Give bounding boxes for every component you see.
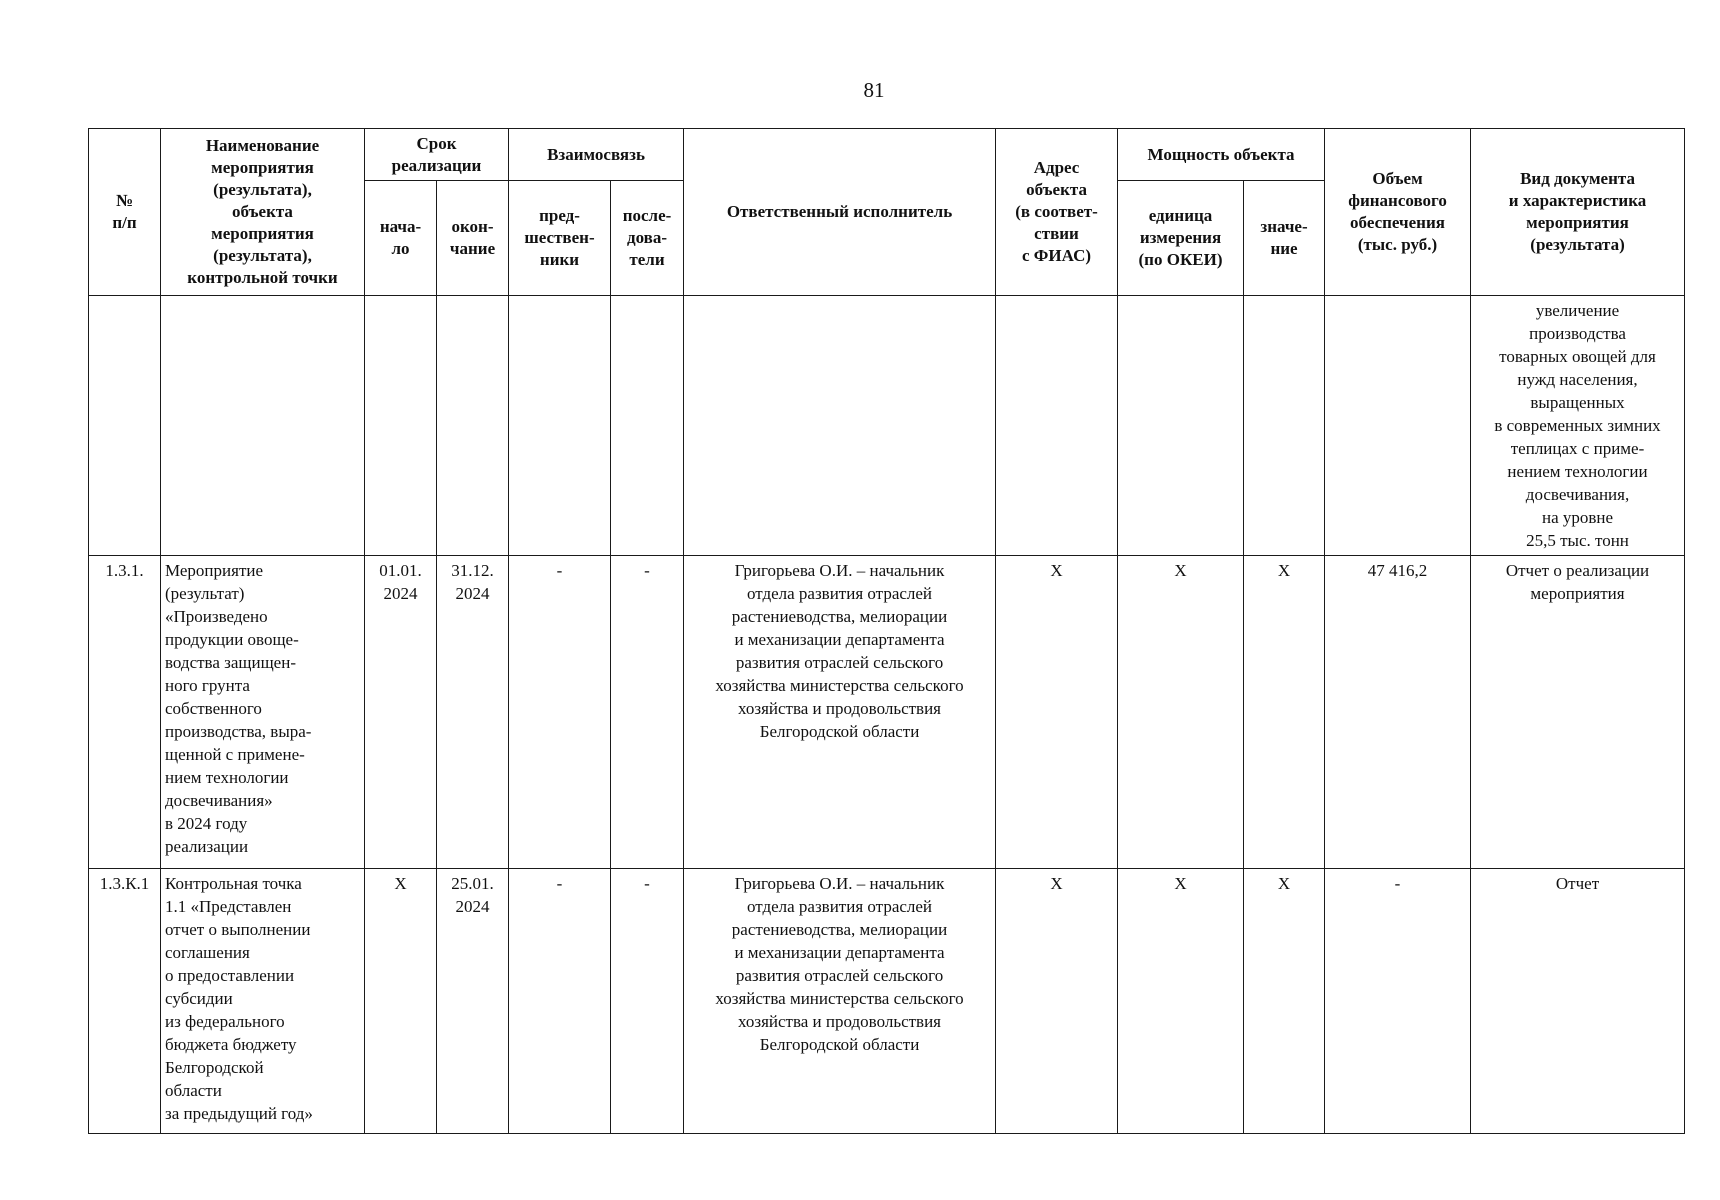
- cell-doc: Отчет о реализации мероприятия: [1471, 556, 1685, 869]
- header-address: Адрес объекта (в соответ- ствии с ФИАС): [996, 129, 1118, 296]
- cell-start: [365, 296, 437, 556]
- cell-address: X: [996, 869, 1118, 1134]
- header-finance: Объем финансового обеспечения (тыс. руб.): [1325, 129, 1471, 296]
- cell-pred: [509, 296, 611, 556]
- cell-next: [611, 296, 684, 556]
- cell-end: 25.01. 2024: [437, 869, 509, 1134]
- cell-unit: X: [1118, 869, 1244, 1134]
- header-term: Срок реализации: [365, 129, 509, 181]
- cell-finance: -: [1325, 869, 1471, 1134]
- cell-name: Мероприятие (результат) «Произведено продукции овоще- водства защищен- ного грунта собственного производства, выра- щенной с примене- нием технологии досвечивания» в 2024 году реализации: [161, 556, 365, 869]
- cell-end: 31.12. 2024: [437, 556, 509, 869]
- cell-num: 1.3.К.1: [89, 869, 161, 1134]
- cell-start: X: [365, 869, 437, 1134]
- header-link-pred: пред- шествен- ники: [509, 181, 611, 296]
- cell-address: [996, 296, 1118, 556]
- table-row: [89, 869, 1685, 1134]
- cell-pred: -: [509, 556, 611, 869]
- cell-pred: -: [509, 869, 611, 1134]
- cell-responsible: Григорьева О.И. – начальник отдела развития отраслей растениеводства, мелиорации и механизации департамента развития отраслей сельского хозяйства министерства сельского хозяйства и продовольствия Белгородской области: [684, 556, 996, 869]
- cell-num: [89, 296, 161, 556]
- cell-start: 01.01. 2024: [365, 556, 437, 869]
- cell-value: X: [1244, 556, 1325, 869]
- cell-num: 1.3.1.: [89, 556, 161, 869]
- cell-responsible: Григорьева О.И. – начальник отдела развития отраслей растениеводства, мелиорации и механизации департамента развития отраслей сельского хозяйства министерства сельского хозяйства и продовольствия Белгородской области: [684, 869, 996, 1134]
- cell-address: X: [996, 556, 1118, 869]
- cell-next: -: [611, 869, 684, 1134]
- header-num: № п/п: [89, 129, 161, 296]
- header-link: Взаимосвязь: [509, 129, 684, 181]
- cell-doc: Отчет: [1471, 869, 1685, 1134]
- header-unit: единица измерения (по ОКЕИ): [1118, 181, 1244, 296]
- cell-responsible: [684, 296, 996, 556]
- header-term-end: окон- чание: [437, 181, 509, 296]
- cell-value: [1244, 296, 1325, 556]
- plan-table: [88, 128, 1685, 1134]
- page-number: 81: [863, 78, 885, 102]
- cell-finance: 47 416,2: [1325, 556, 1471, 869]
- header-capacity: Мощность объекта: [1118, 129, 1325, 181]
- cell-unit: [1118, 296, 1244, 556]
- cell-name: Контрольная точка 1.1 «Представлен отчет о выполнении соглашения о предоставлении субсидии из федерального бюджета бюджету Белгородской области за предыдущий год»: [161, 869, 365, 1134]
- cell-value: X: [1244, 869, 1325, 1134]
- cell-next: -: [611, 556, 684, 869]
- table-row: [89, 296, 1685, 556]
- cell-doc: увеличение производства товарных овощей для нужд населения, выращенных в современных зимних теплицах с приме- нением технологии досвечивания, на уровне 25,5 тыс. тонн: [1471, 296, 1685, 556]
- cell-name: [161, 296, 365, 556]
- header-doc: Вид документа и характеристика мероприятия (результата): [1471, 129, 1685, 296]
- header-term-start: нача- ло: [365, 181, 437, 296]
- cell-end: [437, 296, 509, 556]
- header-link-next: после- дова- тели: [611, 181, 684, 296]
- header-name: Наименование мероприятия (результата), объекта мероприятия (результата), контрольной точки: [161, 129, 365, 296]
- header-responsible: Ответственный исполнитель: [684, 129, 996, 296]
- cell-unit: X: [1118, 556, 1244, 869]
- cell-finance: [1325, 296, 1471, 556]
- header-value: значе- ние: [1244, 181, 1325, 296]
- table-row: [89, 556, 1685, 869]
